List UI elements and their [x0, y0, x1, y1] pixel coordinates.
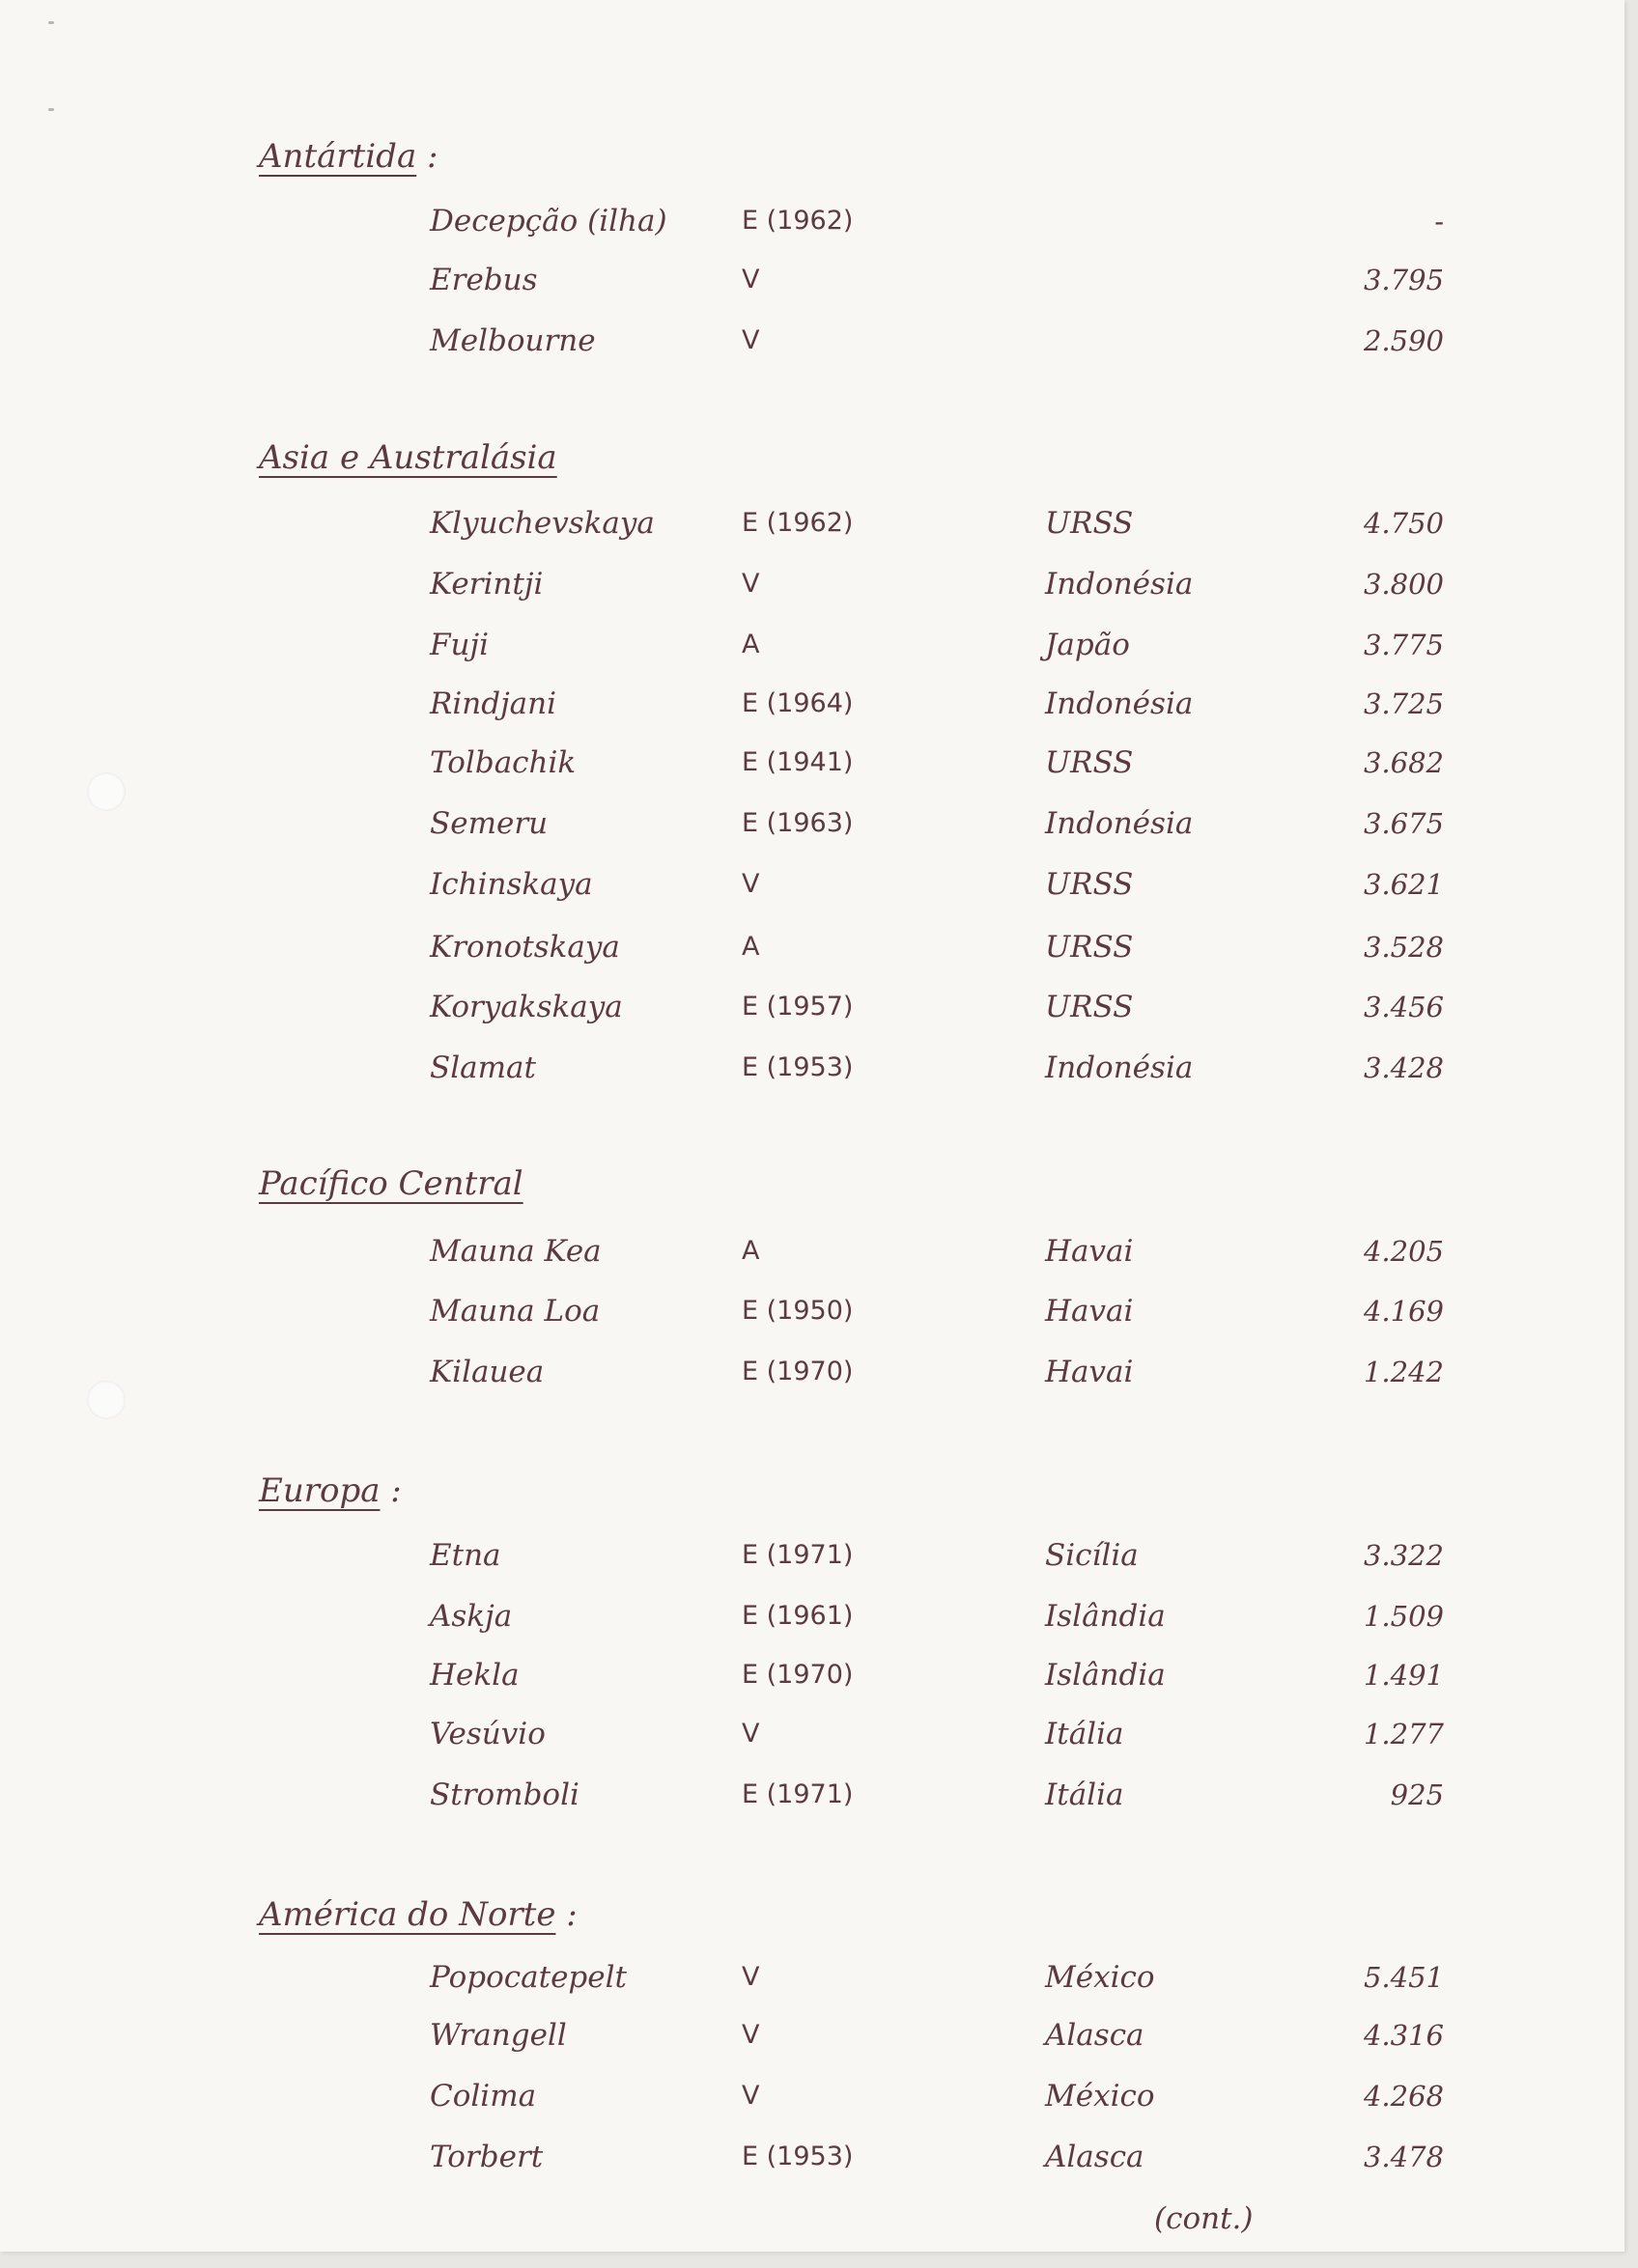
eruption-status: V	[742, 325, 760, 355]
volcano-row	[0, 1534, 1624, 1577]
country: URSS	[1045, 990, 1134, 1024]
section-heading-text: Asia e Australásia	[259, 438, 557, 477]
volcano-row	[0, 624, 1624, 666]
volcano-name: Colima	[430, 2079, 537, 2114]
section-heading	[259, 1468, 402, 1514]
section-heading	[259, 1161, 523, 1207]
country: Islândia	[1045, 1658, 1166, 1693]
volcano-row	[0, 320, 1624, 362]
section-heading	[259, 133, 438, 180]
volcano-row	[0, 926, 1624, 968]
volcano-row	[0, 802, 1624, 845]
altitude: 3.322	[1363, 1539, 1444, 1572]
volcano-name: Kerintji	[430, 567, 544, 602]
eruption-status: E (1941)	[742, 747, 854, 777]
country: URSS	[1045, 930, 1134, 965]
altitude: 3.621	[1363, 868, 1444, 901]
altitude: 4.205	[1363, 1235, 1444, 1268]
altitude: 4.268	[1363, 2080, 1444, 2113]
volcano-name: Mauna Kea	[430, 1234, 602, 1269]
section-heading-text: América do Norte	[259, 1895, 556, 1934]
altitude: 3.775	[1363, 629, 1444, 661]
volcano-name: Erebus	[430, 263, 538, 297]
country: Indonésia	[1045, 806, 1194, 841]
volcano-name: Tolbachik	[430, 745, 577, 780]
altitude: 3.725	[1363, 687, 1444, 720]
altitude: 4.169	[1363, 1295, 1444, 1328]
country: Itália	[1045, 1717, 1124, 1751]
continued-note: (cont.)	[1154, 2201, 1254, 2236]
volcano-name: Semeru	[430, 806, 549, 841]
volcano-row	[0, 1654, 1624, 1696]
volcano-row	[0, 2136, 1624, 2178]
volcano-name: Askja	[430, 1599, 513, 1634]
altitude: 925	[1390, 1778, 1444, 1811]
country: Indonésia	[1045, 567, 1194, 602]
volcano-row	[0, 1774, 1624, 1816]
section-heading-text: Antártida	[259, 137, 417, 176]
section-heading-text: Europa	[259, 1471, 381, 1510]
altitude: 3.428	[1363, 1051, 1444, 1084]
volcano-name: Torbert	[430, 2140, 544, 2174]
volcano-row	[0, 683, 1624, 725]
altitude: 3.478	[1363, 2141, 1444, 2173]
volcano-row	[0, 1047, 1624, 1089]
eruption-status: E (1950)	[742, 1296, 854, 1326]
volcano-name: Fuji	[430, 628, 490, 662]
volcano-row	[0, 2014, 1624, 2057]
volcano-name: Klyuchevskaya	[430, 506, 655, 541]
country: Indonésia	[1045, 1050, 1194, 1085]
country: URSS	[1045, 506, 1134, 541]
country: Alasca	[1045, 2140, 1144, 2174]
eruption-status: E (1971)	[742, 1540, 854, 1570]
altitude: 3.675	[1363, 807, 1444, 840]
volcano-row	[0, 742, 1624, 784]
country: Sicília	[1045, 1538, 1139, 1573]
volcano-name: Wrangell	[430, 2018, 567, 2053]
eruption-status: E (1970)	[742, 1357, 854, 1386]
volcano-row	[0, 2075, 1624, 2117]
volcano-row	[0, 1956, 1624, 1999]
eruption-status: A	[742, 630, 760, 659]
eruption-status: E (1963)	[742, 808, 854, 838]
altitude: -	[1434, 205, 1444, 238]
volcano-row	[0, 1713, 1624, 1755]
section-heading	[259, 1891, 578, 1938]
volcano-name: Kilauea	[430, 1355, 545, 1389]
country: Itália	[1045, 1778, 1124, 1812]
volcano-name: Melbourne	[430, 323, 596, 358]
country: México	[1045, 2079, 1155, 2114]
altitude: 1.242	[1363, 1356, 1444, 1388]
country: URSS	[1045, 745, 1134, 780]
volcano-row	[0, 1230, 1624, 1273]
eruption-status: V	[742, 1962, 760, 1992]
altitude: 1.491	[1363, 1659, 1444, 1692]
altitude: 4.750	[1363, 507, 1444, 540]
volcano-row	[0, 1290, 1624, 1332]
eruption-status: E (1970)	[742, 1660, 854, 1690]
altitude: 3.682	[1363, 746, 1444, 779]
volcano-name: Etna	[430, 1538, 501, 1573]
volcano-name: Koryakskaya	[430, 990, 623, 1024]
section-heading-text: Pacífico Central	[259, 1164, 523, 1203]
country: Islândia	[1045, 1599, 1166, 1634]
eruption-status: V	[742, 569, 760, 599]
country: Havai	[1045, 1355, 1134, 1389]
eruption-status: E (1953)	[742, 1052, 854, 1082]
altitude: 5.451	[1363, 1961, 1444, 1994]
volcano-name: Decepção (ilha)	[430, 204, 667, 238]
eruption-status: V	[742, 2020, 760, 2050]
margin-speck	[48, 21, 54, 24]
volcano-name: Rindjani	[430, 686, 557, 721]
eruption-status: V	[742, 2081, 760, 2111]
volcano-name: Stromboli	[430, 1778, 579, 1812]
volcano-row	[0, 1595, 1624, 1638]
altitude: 4.316	[1363, 2019, 1444, 2052]
volcano-name: Kronotskaya	[430, 930, 620, 965]
eruption-status: V	[742, 869, 760, 899]
volcano-name: Hekla	[430, 1658, 520, 1693]
eruption-status: E (1953)	[742, 2142, 854, 2171]
volcano-name: Popocatepelt	[430, 1960, 627, 1995]
country: URSS	[1045, 867, 1134, 902]
country: Alasca	[1045, 2018, 1144, 2053]
eruption-status: E (1964)	[742, 688, 854, 718]
country: Indonésia	[1045, 686, 1194, 721]
altitude: 1.509	[1363, 1600, 1444, 1633]
country: Havai	[1045, 1234, 1134, 1269]
volcano-row	[0, 200, 1624, 242]
volcano-name: Vesúvio	[430, 1717, 546, 1751]
altitude: 2.590	[1363, 324, 1444, 357]
eruption-status: V	[742, 265, 760, 294]
country: Japão	[1045, 628, 1130, 662]
altitude: 3.795	[1363, 264, 1444, 296]
eruption-status: E (1962)	[742, 508, 854, 538]
eruption-status: E (1971)	[742, 1779, 854, 1809]
volcano-row	[0, 1351, 1624, 1393]
volcano-row	[0, 502, 1624, 545]
altitude: 3.800	[1363, 568, 1444, 601]
altitude: 3.528	[1363, 931, 1444, 964]
volcano-name: Mauna Loa	[430, 1294, 601, 1329]
altitude: 3.456	[1363, 991, 1444, 1023]
margin-speck	[48, 108, 54, 111]
volcano-row	[0, 986, 1624, 1028]
eruption-status: V	[742, 1719, 760, 1749]
volcano-name: Ichinskaya	[430, 867, 593, 902]
volcano-row	[0, 259, 1624, 301]
altitude: 1.277	[1363, 1718, 1444, 1750]
country: Havai	[1045, 1294, 1134, 1329]
section-heading-suffix: :	[416, 137, 438, 176]
volcano-name: Slamat	[430, 1050, 536, 1085]
section-heading-suffix: :	[380, 1471, 402, 1510]
eruption-status: A	[742, 932, 760, 962]
volcano-row	[0, 563, 1624, 605]
country: México	[1045, 1960, 1155, 1995]
eruption-status: E (1961)	[742, 1601, 854, 1631]
volcano-row	[0, 863, 1624, 906]
eruption-status: E (1962)	[742, 206, 854, 236]
section-heading	[259, 434, 557, 481]
eruption-status: A	[742, 1236, 760, 1266]
eruption-status: E (1957)	[742, 992, 854, 1022]
section-heading-suffix: :	[555, 1895, 578, 1934]
